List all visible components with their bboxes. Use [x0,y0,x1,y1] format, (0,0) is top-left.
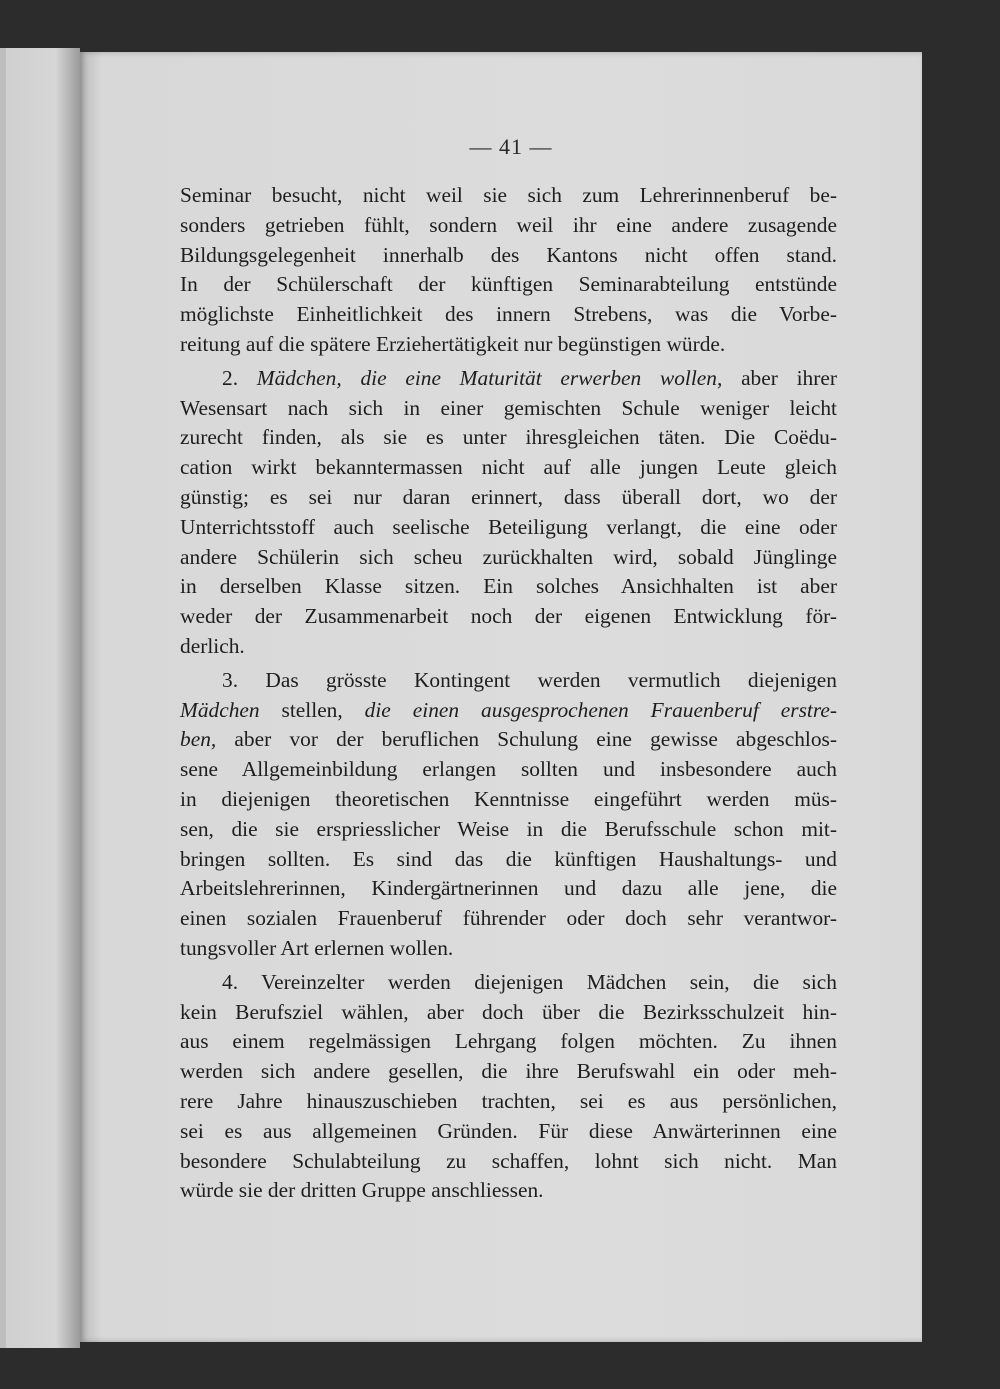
text-run: weder der Zusammenarbeit noch der eigenen Entwicklung för- [180,604,837,629]
text-line [180,904,837,934]
text-run: cation wirkt bekanntermassen nicht auf alle jungen Leute gleich [180,455,837,480]
text-line [180,364,837,394]
text-line [180,725,837,755]
text-line [180,181,837,211]
italic-run: Mädchen [180,697,260,722]
text-run: 2. [222,365,257,390]
text-run: zurecht finden, als sie es unter ihresgleichen täten. Die Coëdu- [180,425,837,450]
text-run: besondere Schulabteilung zu schaffen, lohnt sich nicht. Man [180,1148,837,1173]
text-run: Unterrichtsstoff auch seelische Beteiligung verlangt, die eine oder [180,514,837,539]
text-line [180,632,837,662]
text-line [180,968,837,998]
text-line [180,513,837,543]
text-line [180,543,837,573]
text-run: Seminar besucht, nicht weil sie sich zum Lehrerinnenberuf be- [180,183,837,207]
text-line [180,874,837,904]
text-run: tungsvoller Art erlernen wollen. [180,935,454,960]
text-run: werden sich andere gesellen, die ihre Berufswahl ein oder meh- [180,1059,837,1084]
text-line [180,423,837,453]
text-line [180,666,837,696]
text-line [180,572,837,602]
text-line [180,211,837,241]
text-line [180,1057,837,1087]
text-run: kein Berufsziel wählen, aber doch über die Bezirksschulzeit hin- [180,999,837,1024]
text-run: bringen sollten. Es sind das die künftigen Haushaltungs- und [180,846,837,871]
text-run: Arbeitslehrerinnen, Kindergärtnerinnen und dazu alle jene, die [180,876,837,901]
text-line [180,453,837,483]
text-run: sonders getrieben fühlt, sondern weil ihr eine andere zusagende [180,212,837,237]
text-line [180,394,837,424]
text-run: möglichste Einheitlichkeit des innern Strebens, was die Vorbe- [180,302,837,327]
text-line [180,1087,837,1117]
italic-run: die einen ausgesprochenen Frauenberuf erstre- [364,697,837,722]
text-run: rere Jahre hinauszuschieben trachten, sei es aus persönlichen, [180,1088,837,1113]
text-run: aus einem regelmässigen Lehrgang folgen möchten. Zu ihnen [180,1029,837,1054]
text-line [180,330,837,360]
text-run: derlich. [180,633,245,658]
text-run: reitung auf die spätere Erziehertätigkeit nur begünstigen würde. [180,331,726,356]
text-line [180,1027,837,1057]
text-line [180,602,837,632]
text-run: sene Allgemeinbildung erlangen sollten und insbesondere auch [180,757,837,782]
text-run: günstig; es sei nur daran erinnert, dass überall dort, wo der [180,484,837,509]
text-run: aber ihrer [722,365,837,390]
italic-run: ben, [180,727,217,752]
text-line [180,785,837,815]
text-run: einen sozialen Frauenberuf führender oder doch sehr verantwor- [180,906,837,931]
text-run: in diejenigen theoretischen Kenntnisse eingeführt werden müs- [180,786,837,811]
text-run: würde sie der dritten Gruppe anschliessen. [180,1178,544,1203]
italic-run: Mädchen, die eine Maturität erwerben wollen, [256,365,723,390]
text-run: Wesensart nach sich in einer gemischten Schule weniger leicht [180,395,837,420]
text-line [180,998,837,1028]
text-run: sei es aus allgemeinen Gründen. Für diese Anwärterinnen eine [180,1118,837,1143]
text-run: sen, die sie erspriesslicher Weise in die Berufsschule schon mit- [180,816,837,841]
text-run: in derselben Klasse sitzen. Ein solches Ansichhalten ist aber [180,574,837,599]
text-line [180,300,837,330]
text-line [180,934,837,964]
text-run: aber vor der beruflichen Schulung eine gewisse abgeschlos- [216,727,837,752]
text-line [180,755,837,785]
text-line [180,845,837,875]
text-line [180,270,837,300]
text-line [180,1117,837,1147]
text-run: stellen, [259,697,365,722]
left-page-edge [0,48,80,1348]
text-run: Bildungsgelegenheit innerhalb des Kantons nicht offen stand. [180,242,837,267]
left-page-margin [0,48,6,1348]
text-line [180,1176,837,1206]
text-run: 4. Vereinzelter werden diejenigen Mädchen sein, die sich [222,969,837,994]
text-run: In der Schülerschaft der künftigen Seminarabteilung entstünde [180,272,837,297]
text-line [180,241,837,271]
book-page [80,52,922,1342]
text-run: 3. Das grösste Kontingent werden vermutlich diejenigen [222,667,837,692]
text-line [180,483,837,513]
text-run: andere Schülerin sich scheu zurückhalten wird, sobald Jünglinge [180,544,837,569]
text-line [180,815,837,845]
text-line [180,696,837,726]
text-line [180,1147,837,1177]
page-number: — 41 — [469,134,553,159]
body-text [180,181,837,1206]
